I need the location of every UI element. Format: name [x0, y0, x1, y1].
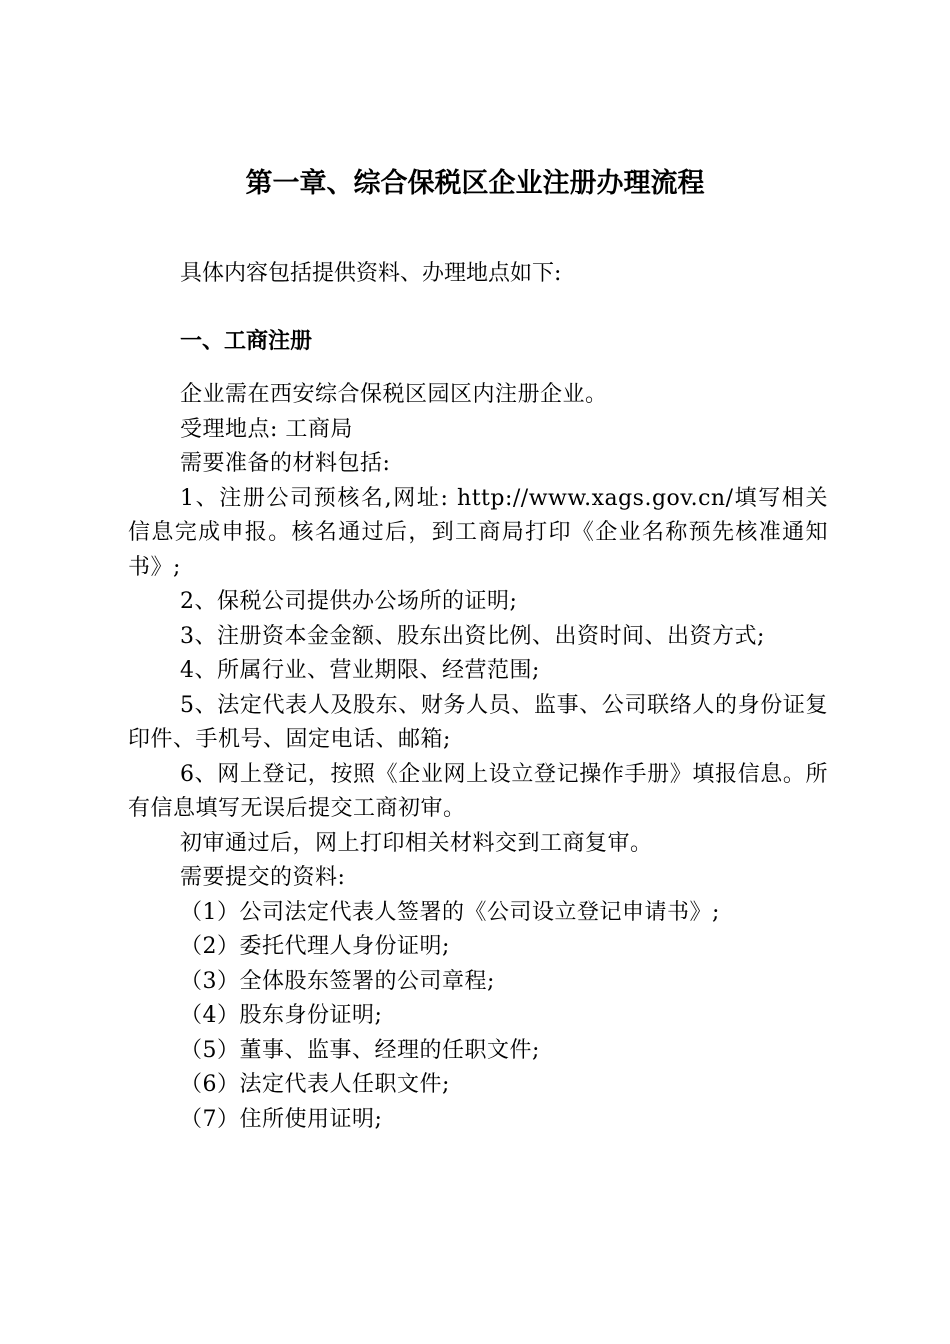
list-item-submission-1: （1）公司法定代表人签署的《公司设立登记申请书》;: [180, 899, 720, 925]
list-item-submission-6: （6）法定代表人任职文件;: [180, 1072, 450, 1097]
paragraph-step-1: 1、注册公司预核名,网址: http://www.xags.gov.cn/填写相关信息完成申报。核名通过后，到工商局打印《企业名称预先核准通知书》;: [128, 485, 828, 580]
paragraph-acceptance-place: 受理地点: 工商局: [180, 416, 353, 442]
list-item-submission-5: （5）董事、监事、经理的任职文件;: [180, 1037, 540, 1063]
section-heading: 一、工商注册: [180, 329, 313, 354]
list-item-submission-2: （2）委托代理人身份证明;: [180, 934, 450, 959]
list-item-submission-4: （4）股东身份证明;: [180, 1003, 383, 1028]
paragraph-step-4: 4、所属行业、营业期限、经营范围;: [180, 658, 540, 683]
paragraph-step-5: 5、法定代表人及股东、财务人员、监事、公司联络人的身份证复印件、手机号、固定电话、邮箱;: [128, 692, 828, 752]
intro-paragraph: 具体内容包括提供资料、办理地点如下:: [180, 261, 562, 286]
paragraph-step-2: 2、保税公司提供办公场所的证明;: [180, 589, 518, 614]
paragraph-step-6: 6、网上登记，按照《企业网上设立登记操作手册》填报信息。所有信息填写无误后提交工商初审。: [128, 761, 828, 821]
chapter-title: 第一章、综合保税区企业注册办理流程: [245, 168, 705, 199]
paragraph-registration-location: 企业需在西安综合保税区园区内注册企业。: [180, 382, 608, 407]
list-item-submission-3: （3）全体股东签署的公司章程;: [180, 968, 495, 994]
paragraph-review: 初审通过后，网上打印相关材料交到工商复审。: [180, 830, 653, 856]
paragraph-step-3: 3、注册资本金金额、股东出资比例、出资时间、出资方式;: [180, 623, 765, 649]
paragraph-materials-intro: 需要准备的材料包括:: [180, 451, 391, 476]
section-content: [128, 378, 828, 1137]
paragraph-submission-intro: 需要提交的资料:: [180, 865, 346, 890]
list-item-submission-7: （7）住所使用证明;: [180, 1106, 383, 1132]
